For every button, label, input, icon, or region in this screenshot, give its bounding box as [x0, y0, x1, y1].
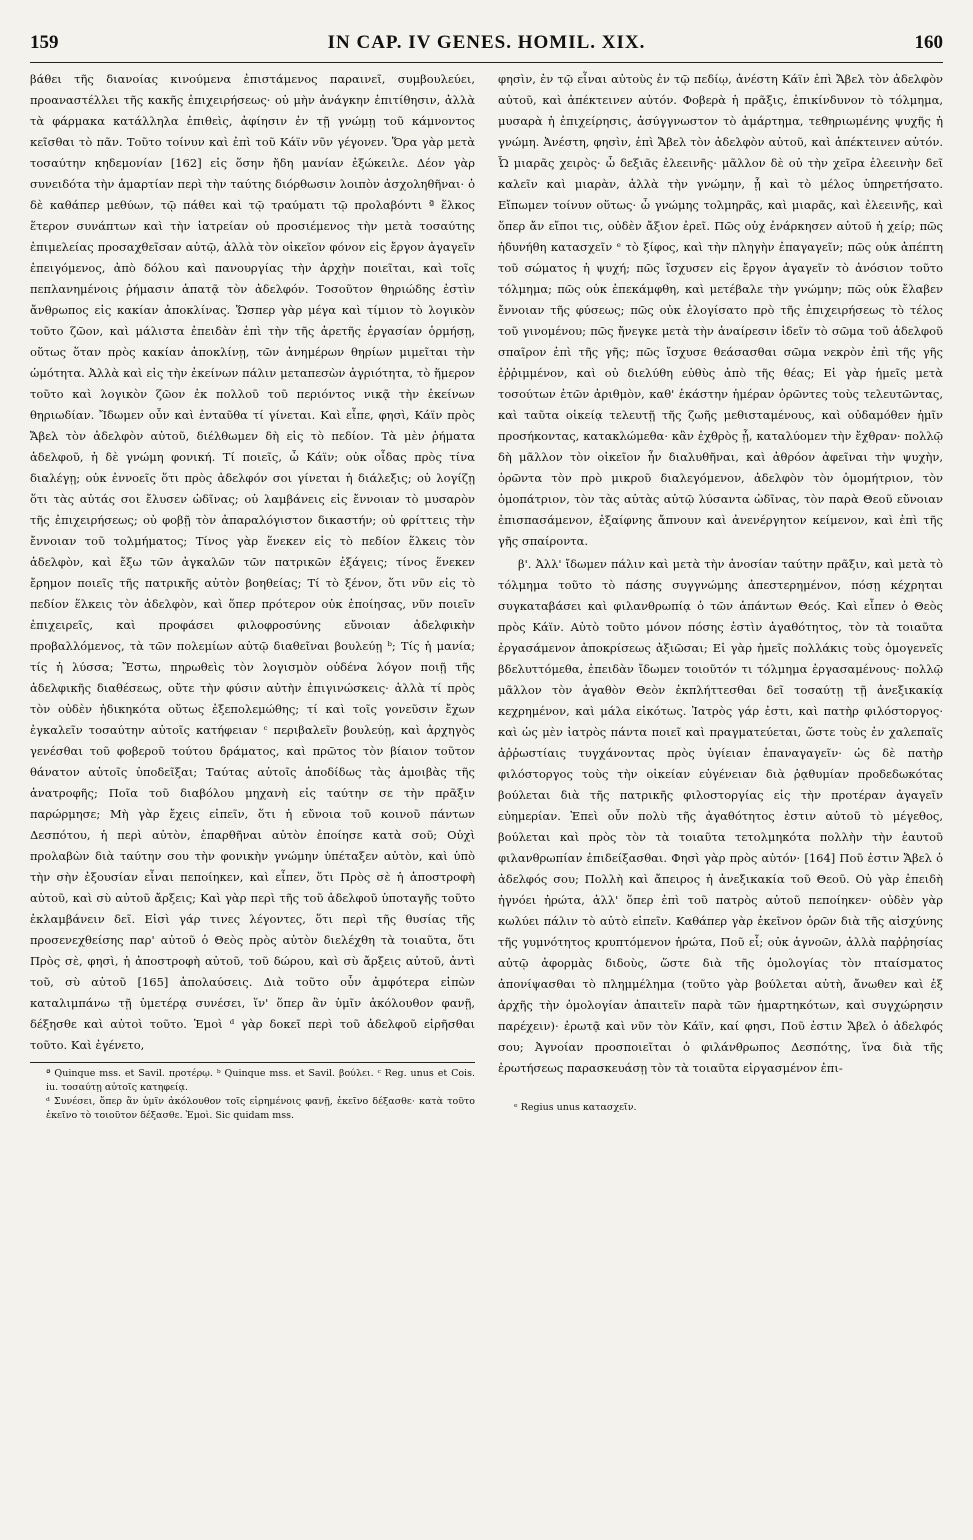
- footnote-e: ᵉ Regius unus κατασχεῖν.: [514, 1102, 637, 1113]
- left-page-number: 159: [30, 32, 59, 53]
- two-column-body: [30, 69, 943, 1123]
- left-footnotes: [30, 1062, 475, 1123]
- right-column-text-2: β'. Ἀλλ' ἴδωμεν πάλιν καὶ μετὰ τὴν ἀνοσίαν ταύτην πρᾶξιν, καὶ μετὰ τὸ τόλμημα τοῦτο τὸ πάσης συγγνώμης ἀπεστερημένον, πόσῃ κέχρηται συγκαταβάσει καὶ φιλανθρωπίᾳ ὁ τῶν ἁπάντων Θεός. Καὶ εἶπεν ὁ Θεὸς πρὸς Κάϊν. Αὐτὸ τοῦτο μόνον πόσης ἐστὶν ἀγαθότητος, τὸν τὰ τοιαῦτα ἐργασάμενον ἀποκρίσεως ἀξιῶσαι; Εἰ γὰρ ἡμεῖς πολλάκις τοὺς ὁμογενεῖς βδελυττόμεθα, ἐπειδὰν ἴδωμεν τοιοῦτόν τι τόλμημα ἐργασαμένους· πολλῷ μᾶλλον τὸν ἀγαθὸν Θεὸν ἐκπλήττεσθαι δεῖ τοσαύτῃ τῇ ἀνεξικακίᾳ κεχρημένον, καὶ μάλα εἰκότως. Ἰατρὸς γάρ ἐστι, καὶ πατὴρ φιλόστοργος· καὶ ὡς μὲν ἰατρὸς πάντα ποιεῖ καὶ πραγματεύεται, ὥστε τοὺς ἐν χαλεπαῖς ἀῤῥωστίαις τυγχάνοντας πρὸς ὑγίειαν ἐπαναγαγεῖν· ὡς δὲ πατὴρ φιλόστοργος τοὺς τὴν οἰκείαν εὐγένειαν διὰ ῥᾳθυμίαν προδεδωκότας βούλεται διὰ τῆς πατρικῆς φιλοστοργίας εἰς τὴν προτέραν ἀγαγεῖν εὐημερίαν. Ἐπεὶ οὖν πολὺ τῆς ἀγαθότητος ἐστιν αὐτοῦ τὸ μέγεθος, βούλεται καὶ πρὸς τὸν τὰ τοιαῦτα τετολμηκότα πολλὴν τὴν ἑαυτοῦ φιλανθρωπίαν ἐπιδείξασθαι. Φησὶ γὰρ πρὸς αὐτόν· [164] Ποῦ ἐστιν Ἄβελ ὁ ἀδελφός σου; Πολλὴ καὶ ἄπειρος ἡ ἀνεξικακία τοῦ Θεοῦ. Οὐ γὰρ ἐπειδὴ ἠγνόει ἠρώτα, ἀλλ' ὅπερ ἐπὶ τοῦ πατρὸς αὐτοῦ πεποίηκεν· οὐδὲν γὰρ κωλύει πάλιν τὸ αὐτὸ εἰπεῖν. Καθάπερ γὰρ ἐκεῖνον ὁρῶν διὰ τῆς αἰσχύνης τῆς γυμνότητος κρυπτόμενον ἠρώτα, Ποῦ εἶ; οὐκ ἀγνοῶν, ἀλλὰ παῤῥησίας αὐτῷ ἀφορμὰς διδοὺς, ὥστε διὰ τῆς ὁμολογίας τὸν πταίσματος ἀπονίψασθαι τὸ πλημμέλημα (τοῦτο γὰρ βούλεται αὐτὴ, ἄνωθεν καὶ ἐξ ἀρχῆς τὴν ὁμολογίαν ἀπαιτεῖν παρὰ τῶν ἡμαρτηκότων, καὶ συγχώρησιν παρέχειν)· ἐρωτᾷ καὶ νῦν τὸν Κάϊν, καί φησι, Ποῦ ἐστιν Ἄβελ ὁ ἀδελφός σου; Ἀγνοίαν προσποιεῖται ὁ φιλάνθρωπος Δεσπότης, ἵνα διὰ τῆς ἐρωτήσεως παρασκευάσῃ τὸν τὰ τοιαῦτα εἰργασμένον ἐπι-: [498, 557, 943, 1075]
- right-column: [498, 69, 943, 1123]
- left-column-text: βάθει τῆς διανοίας κινούμενα ἐπιστάμενος παραινεῖ, συμβουλεύει, προαναστέλλει τῆς κακῆς ἐπιχειρήσεως· οὐ μὴν ἀνάγκην ἐπιτίθησιν, ἀλλὰ τὰ φάρμακα κατάλληλα ἐπιθεὶς, ἀφίησιν ἐν τῇ γνώμῃ τοῦ κάμνοντος κεῖσθαι τὸ πᾶν. Τοῦτο τοίνυν καὶ ἐπὶ τοῦ Κάϊν νῦν γέγονεν. Ὅρα γὰρ μετὰ τοσαύτην κηδεμονίαν [162] εἰς ὅσην ἤδη μανίαν ἐξώκειλε. Δέον γὰρ συνειδότα τὴν ἁμαρτίαν περὶ τὴν ταύτης διόρθωσιν λοιπὸν ἀσχοληθῆναι· ὁ δὲ καθάπερ μεθύων, τῷ πάθει καὶ τῷ τραύματι τῷ προλαβόντι ª ἕλκος ἕτερον συνάπτων καὶ τὴν ἰατρείαν οὐ προσιέμενος τὴν μετὰ τοσαύτης ἐπιμελείας προσαχθεῖσαν αὐτῷ, ἀλλὰ τὸν οἰκεῖον φόνον εἰς ἔργον ἀγαγεῖν ἐπειγόμενος, ἀπὸ δόλου καὶ πανουργίας τὴν ἀρχὴν ποιεῖται, καὶ τοῖς πεπλανημένοις ῥήμασιν ἀπατᾷ τὸν ἀδελφόν. Τοσοῦτον θηριώδης ἐστὶν ἄνθρωπος εἰς κακίαν ἀποκλίνας. Ὥσπερ γὰρ μέγα καὶ τίμιον τὸ λογικὸν τοῦτο ζῶον, καὶ μάλιστα ἐπειδὰν ἐπὶ τὴν τῆς ἀρετῆς ἐργασίαν ὁρμήσῃ, οὕτως ὅταν πρὸς κακίαν ἀποκλίνῃ, τῶν ἀνημέρων θηρίων μιμεῖται τὴν ὠμότητα. Ἀλλὰ καὶ εἰς τὴν ἐκείνων πάλιν μεταπεσὼν ἀγριότητα, τὸ ἥμερον τοῦτο καὶ λογικὸν ζῶον ἐκ πολλοῦ τοῦ περιόντος νικᾷ τὴν ἐκείνων θηριωδίαν. Ἴδωμεν οὖν καὶ ἐνταῦθα τί γίνεται. Καὶ εἶπε, φησὶ, Κάϊν πρὸς Ἄβελ τὸν ἀδελφὸν αὐτοῦ, διέλθωμεν δὴ εἰς τὸ πεδίον. Τὰ μὲν ῥήματα ἀδελφοῦ, ἡ δὲ γνώμη φονική. Τί ποιεῖς, ὦ Κάϊν; οὐκ οἶδας πρὸς τίνα διαλέγῃ; οὐκ ἐννοεῖς ὅτι πρὸς ἀδελφόν σοι γίνεται ἡ διάλεξις; οὐ λογίζῃ ὅτι τὰς αὐτάς σοι ἔλυσεν ὠδῖνας; οὐ λαμβάνεις εἰς ἔννοιαν τὸ μυσαρὸν τῆς ἐπιχειρήσεως; οὐ φοβῇ τὸν ἀπαραλόγιστον δικαστήν; οὐ φρίττεις τὴν ἔννοιαν τοῦ τολμήματος; Τίνος γὰρ ἕνεκεν εἰς τὸ πεδίον ἕλκεις τὸν ἀδελφὸν, καὶ ἔξω τῶν ἀγκαλῶν τῶν πατρικῶν ἐξάγεις; τίνος ἕνεκεν ἔρημον ποιεῖς τῆς πατρικῆς αὐτὸν βοηθείας; Τί τὸ ξένον, ὅτι νῦν εἰς τὸ πεδίον ἕλκεις τὸν ἀδελφὸν, καὶ ὅπερ πρότερον οὐκ ἐποίησας, νῦν ποιεῖν ἐπιχειρεῖς, καὶ προφάσει φιλοφροσύνης εὔνοιαν ἀδελφικὴν προβαλλόμενος, τὰ τῶν πολεμίων αὐτῷ διαθεῖναι βουλεύῃ ᵇ; Τίς ἡ μανία; τίς ἡ λύσσα; Ἔστω, πηρωθεὶς τὸν λογισμὸν οὐδένα λόγον ποιῇ τῆς ἀδελφικῆς διαθέσεως, οὔτε τὴν φύσιν αὐτὴν ἐπιγινώσκεις· ἀλλὰ τί πρὸς τὸν οὐδὲν ἠδικηκότα οὕτως ἐξεπολεμώθης; τί καὶ τοῖς γονεῦσιν ἔχων ἐγκαλεῖν τοσαύτην αὐτοῖς κατήφειαν ᶜ περιβαλεῖν βουλεύῃ, καὶ ἀρχηγὸς γενέσθαι τοῦ φοβεροῦ τούτου δράματος, καὶ πρῶτος τὸν βίαιον τοῦτον θάνατον αὐτοῖς ὑποδεῖξαι; Ταύτας αὐτοῖς ἀποδίδως τὰς ἀμοιβὰς τῆς ἀνατροφῆς; Ποῖα τοῦ διαβόλου μηχανὴ εἰς ταύτην σε τὴν πρᾶξιν παρώρμησε; Μὴ γὰρ ἔχεις εἰπεῖν, ὅτι ἡ εὔνοια τοῦ κοινοῦ πάντων Δεσπότου, ἡ περὶ αὐτὸν, ἐπαρθῆναι αὐτὸν ἐποίησε κατὰ σοῦ; Οὐχὶ προλαβὼν διὰ ταύτην σου τὴν φονικὴν γνώμην ὑπέταξεν αὐτὸν, καὶ ὑπὸ τὴν σὴν ἐξουσίαν εἶναι πεποίηκεν, καὶ εἶπεν, ὅτι Πρὸς σὲ ἡ ἀποστροφὴ αὐτοῦ, καὶ σὺ αὐτοῦ ἄρξεις; Καὶ γὰρ περὶ τῆς τοῦ ἀδελφοῦ ὑποταγῆς τοῦτο ἐκλαμβάνειν δεῖ. Εἰσὶ γάρ τινες λέγοντες, ὅτι περὶ τῆς θυσίας τῆς προσενεχθείσης παρ' αὐτοῦ ὁ Θεὸς πρὸς αὐτὸν διελέχθη τὰ τοιαῦτα, ὅτι Πρὸς σὲ, φησὶ, ἡ ἀποστροφὴ αὐτοῦ, τοῦ δώρου, καὶ σὺ ἄρξεις αὐτοῦ, ἀντὶ τοῦ, σὺ αὐτοῦ [165] ἀπολαύσεις. Διὰ τοῦτο οὖν ἀμφότερα εἰπὼν καταλιμπάνω τῇ ὑμετέρᾳ συνέσει, ἵν' ὅπερ ἂν ὑμῖν ἀκόλουθον φανῇ, δέξησθε καὶ αὐτοὶ τοῦτο. Ἐμοὶ ᵈ γὰρ δοκεῖ περὶ τοῦ ἀδελφοῦ εἰρῆσθαι τοῦτο. Καὶ ἐγένετο,: [30, 72, 475, 1052]
- right-page-number: 160: [914, 32, 943, 53]
- right-footnotes: [498, 1101, 943, 1115]
- right-column-text-1: φησὶν, ἐν τῷ εἶναι αὐτοὺς ἐν τῷ πεδίῳ, ἀνέστη Κάϊν ἐπὶ Ἄβελ τὸν ἀδελφὸν αὐτοῦ, καὶ ἀπέκτεινεν αὐτόν. Φοβερὰ ἡ πρᾶξις, ἐπικίνδυνον τὸ τόλμημα, μυσαρὰ ἡ ἐπιχείρησις, ἀσύγγνωστον τὸ ἁμάρτημα, τεθηριωμένης ψυχῆς ἡ γνώμη. Ἀνέστη, φησὶν, ἐπὶ Ἄβελ τὸν ἀδελφὸν αὐτοῦ, καὶ ἀπέκτεινεν αὐτόν. Ὦ μιαρᾶς χειρὸς· ὦ δεξιᾶς ἐλεεινῆς· μᾶλλον δὲ οὐ τὴν χεῖρα ἐλεεινὴν δεῖ καλεῖν καὶ μιαρὰν, ἀλλὰ τὴν γνώμην, ᾗ καὶ τὸ μέλος ὑπηρετήσατο. Εἴπωμεν τοίνυν οὕτως· ὦ γνώμης τολμηρᾶς, καὶ μιαρᾶς, καὶ ἐλεεινῆς, καὶ ὅπερ ἄν εἴποι τις, οὐδὲν ἄξιον ἐρεῖ. Πῶς οὐχ ἐνάρκησεν αὐτοῦ ἡ χείρ; πῶς ἠδυνήθη κατασχεῖν ᵉ τὸ ξίφος, καὶ τὴν πληγὴν ἐπαγαγεῖν; πῶς οὐκ ἀπέπτη τοῦ σώματος ἡ ψυχή; πῶς ἴσχυσεν εἰς ἔργον ἀγαγεῖν τὸ ἀνόσιον τοῦτο τόλμημα; πῶς οὐκ ἐπεκάμφθη, καὶ μετέβαλε τὴν γνώμην; πῶς οὐκ ἔλαβεν ἔννοιαν τῆς φύσεως; πῶς οὐκ ἐλογίσατο πρὸ τῆς ἐπιχειρήσεως τὸ τέλος τοῦ γινομένου; πῶς ἤνεγκε μετὰ τὴν ἀναίρεσιν ἰδεῖν τὸ σῶμα τοῦ ἀδελφοῦ σπαῖρον ἐπὶ τῆς γῆς; πῶς ἴσχυσε θεάσασθαι σῶμα νεκρὸν ἐπὶ τῆς γῆς ἐῤῥιμμένον, καὶ οὐ διελύθη εὐθὺς ἀπὸ τῆς θέας; Εἰ γὰρ ἡμεῖς μετὰ τοσούτων ἐτῶν ἀριθμὸν, καθ' ἑκάστην ἡμέραν ὁρῶντες τοὺς τελευτῶντας, καὶ ταῦτα οἰκείᾳ τελευτῇ τῆς ζωῆς μεθισταμένους, καὶ οὐδαμόθεν ἡμῖν προσήκοντας, κατακλώμεθα· κἂν ἐχθρὸς ᾖ, καταλύομεν τὴν ἔχθραν· πολλῷ δὴ μᾶλλον τὸν οἰκεῖον ἦν διαλυθῆναι, καὶ ἀθρόον ἀφεῖναι τὴν ψυχὴν, ὁρῶντα τὸν πρὸ μικροῦ διαλεγόμενον, ἀδελφὸν τὸν ὁμομήτριον, τὸν ὁμοπάτριον, τὸν τὰς αὐτὰς αὐτῷ λύσαντα ὠδῖνας, τὸν παρὰ Θεοῦ εὔνοιαν ἐπισπασάμενον, ἐξαίφνης ἄπνουν καὶ ἀνενέργητον κείμενον, καὶ ἐπὶ τῆς γῆς σπαίροντα.: [498, 72, 943, 548]
- footnote-d: ᵈ Συνέσει, ὅπερ ἂν ὑμῖν ἀκόλουθον τοῖς εἰρημένοις φανῇ, ἐκεῖνο δέξασθε· κατὰ τοῦτο ἐκεῖνο τὸ τοιοῦτον δέξασθε. Ἐμοὶ. Sic quidam mss.: [46, 1096, 475, 1121]
- left-column: [30, 69, 475, 1123]
- running-title: IN CAP. IV GENES. ΗΟΜΙL. XIX.: [327, 32, 646, 53]
- footnote-a-b-c: ª Quinque mss. et Savil. προτέρῳ. ᵇ Quinque mss. et Savil. βούλει. ᶜ Reg. unus et Cois. iu. τοσαύτῃ αὐτοῖς κατηφείᾳ.: [46, 1068, 475, 1093]
- running-header: [30, 32, 943, 63]
